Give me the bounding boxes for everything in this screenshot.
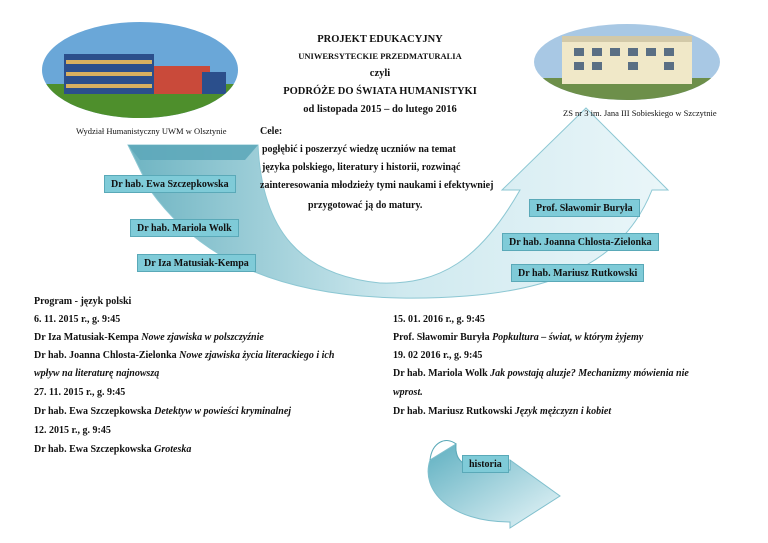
- lecturer-box: Dr hab. Joanna Chlosta-Zielonka: [502, 233, 659, 251]
- goals-heading: Cele:: [260, 126, 283, 137]
- lecturer-name: Dr Iza Matusiak-Kempa: [34, 332, 142, 343]
- program-date: 6. 11. 2015 r., g. 9:45: [34, 314, 121, 325]
- lecturer-name: Dr hab. Joanna Chlosta-Zielonka: [34, 350, 180, 361]
- lecture-title: Detektyw w powieści kryminalnej: [154, 406, 292, 417]
- program-entry: [34, 406, 291, 417]
- lecture-title: Jak powstają aluzje? Mechanizmy mówienia nie: [490, 368, 689, 379]
- lecturer-name: Prof. Sławomir Buryła: [393, 332, 493, 343]
- program-entry: [393, 332, 643, 343]
- lecturer-box: Dr hab. Ewa Szczepkowska: [104, 175, 236, 193]
- goals-line: zainteresowania młodzieży tymi naukami i efektywniej: [260, 180, 494, 191]
- program-heading: Program - język polski: [34, 296, 132, 307]
- lecture-title: Nowe zjawiska życia literackiego i ich: [179, 350, 335, 361]
- lecture-title: Groteska: [154, 444, 192, 455]
- program-date: 15. 01. 2016 r., g. 9:45: [393, 314, 485, 325]
- header-line-5: od listopada 2015 – do lutego 2016: [303, 104, 457, 115]
- lecturer-box: Dr hab. Mariola Wolk: [130, 219, 239, 237]
- lecture-title: Język mężczyzn i kobiet: [514, 406, 612, 417]
- lecture-title-cont: wprost.: [393, 387, 423, 398]
- goals-line: języka polskiego, literatury i historii, rozwinąć: [262, 162, 461, 173]
- program-entry: [393, 406, 611, 417]
- lecture-title: Nowe zjawiska w polszczyźnie: [141, 332, 264, 343]
- next-topic-label: historia: [462, 455, 509, 473]
- program-entry: [34, 444, 191, 455]
- lecturer-name: Dr hab. Mariola Wolk: [393, 368, 491, 379]
- goals-line: przygotować ją do matury.: [308, 200, 423, 211]
- lecturer-name: Dr hab. Ewa Szczepkowska: [34, 444, 155, 455]
- header-line-2: UNIWERSYTECKIE PRZEDMATURALIA: [298, 51, 462, 61]
- program-date: 27. 11. 2015 r., g. 9:45: [34, 387, 126, 398]
- header-line-4: PODRÓŻE DO ŚWIATA HUMANISTYKI: [283, 86, 477, 97]
- left-photo-caption: Wydział Humanistyczny UWM w Olsztynie: [76, 126, 227, 136]
- lecturer-name: Dr hab. Ewa Szczepkowska: [34, 406, 155, 417]
- program-entry: [34, 332, 264, 343]
- lecturer-box: Prof. Sławomir Buryła: [529, 199, 640, 217]
- program-date: 12. 2015 r., g. 9:45: [34, 425, 111, 436]
- lecturer-name: Dr hab. Mariusz Rutkowski: [393, 406, 515, 417]
- lecture-title-cont: wpływ na literaturę najnowszą: [34, 368, 160, 379]
- header-line-3: czyli: [369, 68, 391, 79]
- program-entry: [393, 368, 689, 379]
- history-arrow-graphic: [410, 430, 580, 530]
- program-entry: [34, 350, 334, 361]
- lecturer-box: Dr hab. Mariusz Rutkowski: [511, 264, 644, 282]
- lecture-title: Popkultura – świat, w którym żyjemy: [492, 332, 644, 343]
- goals-line: pogłębić i poszerzyć wiedzę uczniów na temat: [262, 144, 456, 155]
- right-photo-caption: ZS nr 3 im. Jana III Sobieskiego w Szczytnie: [563, 108, 717, 118]
- header-line-1: PROJEKT EDUKACYJNY: [317, 34, 443, 45]
- left-building-photo: [42, 22, 238, 118]
- right-school-photo: [534, 24, 720, 100]
- lecturer-box: Dr Iza Matusiak-Kempa: [137, 254, 256, 272]
- program-date: 19. 02 2016 r., g. 9:45: [393, 350, 483, 361]
